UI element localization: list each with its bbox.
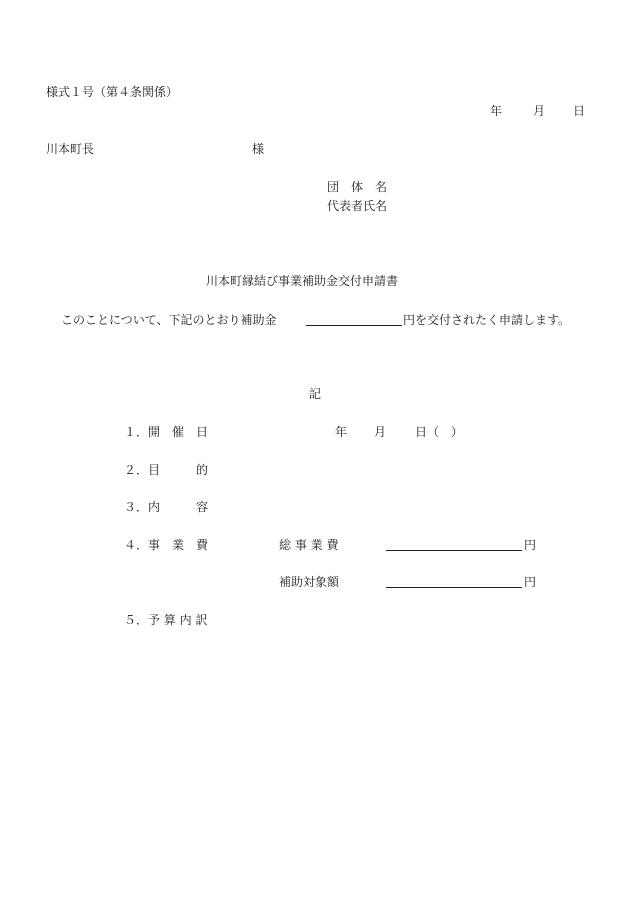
date-month: 月 (533, 104, 546, 118)
item-1-label: １．開 催 日 (124, 425, 209, 439)
addressee-honorific: 様 (252, 142, 265, 156)
total-cost-unit: 円 (524, 538, 537, 552)
date-year: 年 (490, 104, 503, 118)
item-1-month: 月 (374, 425, 387, 439)
applicant-org-label: 団 体 名 (327, 180, 388, 194)
total-cost-blank-line (386, 550, 522, 551)
total-cost-label: 総 事 業 費 (279, 538, 339, 552)
addressee-name: 川本町長 (46, 142, 95, 156)
subsidy-target-label: 補助対象額 (279, 575, 340, 589)
applicant-rep-label: 代表者氏名 (327, 199, 388, 213)
item-3-label: ３．内 容 (124, 500, 209, 514)
amount-blank-line (306, 325, 402, 326)
item-1-day: 日（ ） (415, 425, 464, 439)
item-2-label: ２．目 的 (124, 463, 209, 477)
subsidy-target-unit: 円 (524, 575, 537, 589)
ki-heading: 記 (309, 387, 322, 401)
item-4-label: ４．事 業 費 (124, 538, 209, 552)
body-text-before: このことについて、下記のとおり補助金 (61, 313, 277, 327)
document-title: 川本町縁結び事業補助金交付申請書 (206, 274, 399, 288)
subsidy-target-blank-line (386, 587, 522, 588)
item-5-label: ５．予 算 内 訳 (124, 613, 208, 627)
body-text-after: 円を交付されたく申請します。 (403, 313, 571, 327)
item-1-year: 年 (335, 425, 348, 439)
date-day: 日 (573, 104, 586, 118)
form-number: 様式１号（第４条関係） (46, 85, 179, 99)
